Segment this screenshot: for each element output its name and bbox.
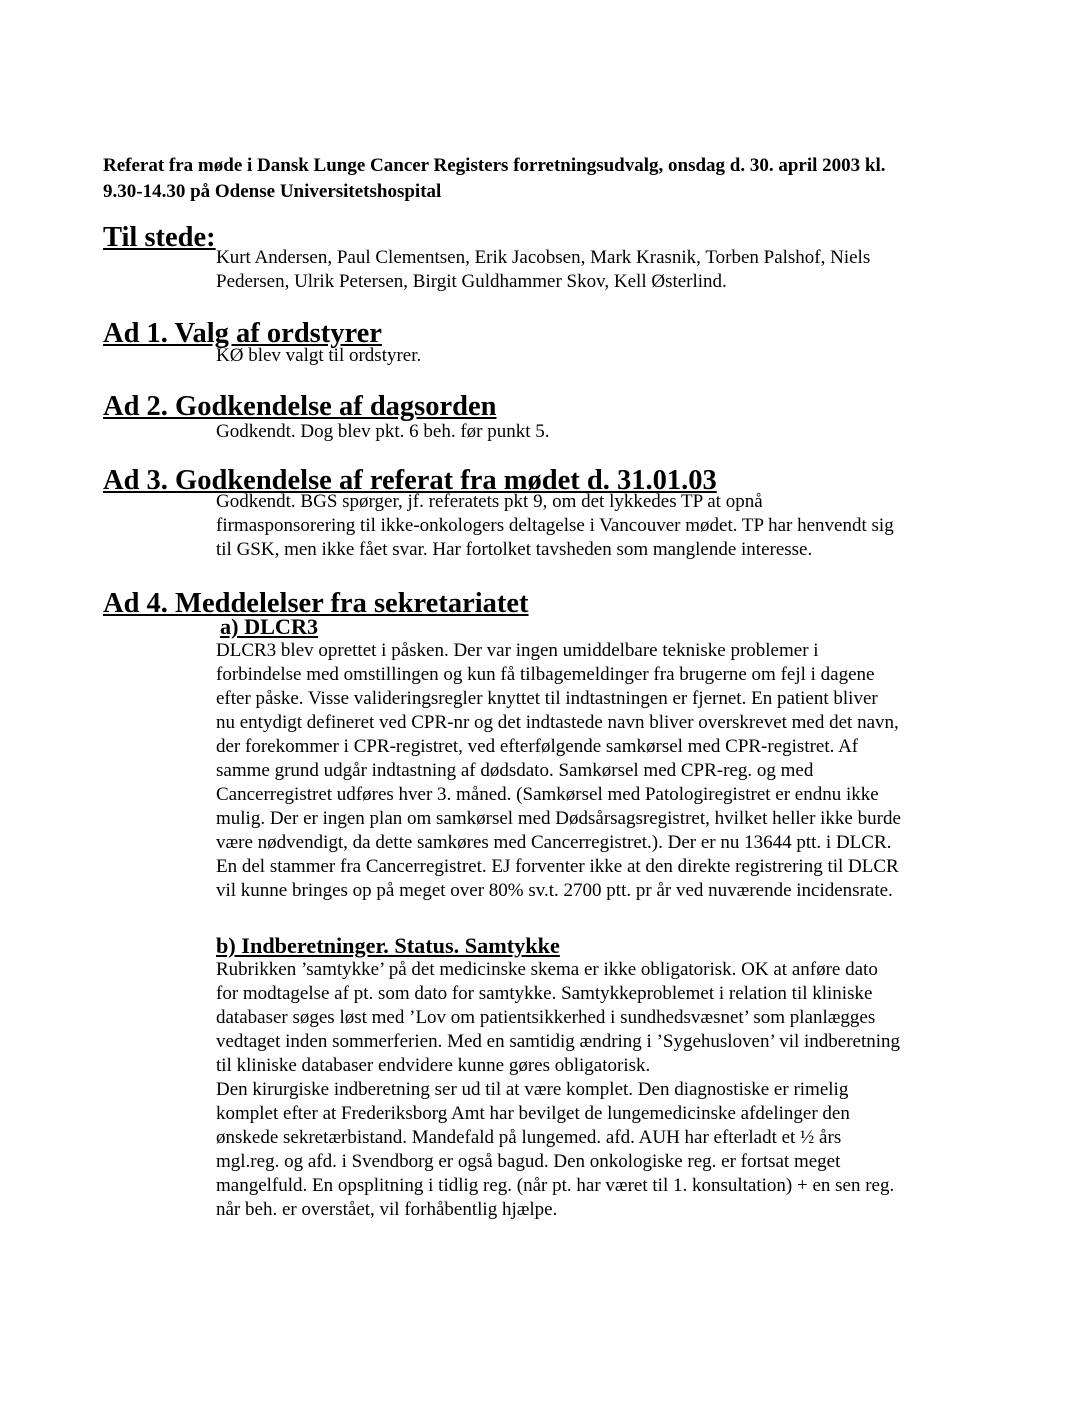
item1-text (216, 344, 991, 368)
text-line: Godkendt. BGS spørger, jf. referatets pkt 9, om det lykkedes TP at opnå (216, 491, 763, 512)
text-line: firmasponsorering til ikke-onkologers deltagelse i Vancouver mødet. TP har henvendt sig (216, 515, 894, 536)
text-line: KØ blev valgt til ordstyrer. (216, 345, 422, 366)
text-line: samme grund udgår indtastning af dødsdato. Samkørsel med CPR-reg. og med (216, 760, 814, 781)
text-line: komplet efter at Frederiksborg Amt har bevilget de lungemedicinske afdelinger den (216, 1103, 850, 1124)
item3-heading: Ad 3. Godkendelse af referat fra mødet d. 31.01.03 (103, 465, 717, 496)
text-line: Rubrikken ’samtykke’ på det medicinske skema er ikke obligatorisk. OK at anføre dato (216, 959, 878, 980)
text-line: databaser søges løst med ’Lov om patientsikkerhed i sundhedsvæsnet’ som planlægges (216, 1007, 876, 1028)
item1-heading: Ad 1. Valg af ordstyrer (103, 318, 382, 349)
text-line: være nødvendigt, da dette samkøres med Cancerregistret.). Der er nu 13644 ptt. i DLCR. (216, 832, 892, 853)
text-line: mangelfuld. En opsplitning i tidlig reg. (når pt. har været til 1. konsultation) + en sen reg. (216, 1175, 895, 1196)
item3-text (216, 490, 991, 562)
text-line: Pedersen, Ulrik Petersen, Birgit Guldhammer Skov, Kell Østerlind. (216, 271, 727, 292)
attendees-text (216, 246, 991, 294)
item4-sub-b (216, 934, 991, 1222)
attendees-heading: Til stede: (103, 222, 216, 253)
text-line: ønskede sekretærbistand. Mandefald på lungemed. afd. AUH har efterladt et ½ års (216, 1127, 842, 1148)
text-line: Cancerregistret udføres hver 3. måned. (Samkørsel med Patologiregistret er endnu ikke (216, 784, 879, 805)
text-line: Godkendt. Dog blev pkt. 6 beh. før punkt 5. (216, 421, 550, 442)
text-line: Den kirurgiske indberetning ser ud til at være komplet. Den diagnostiske er rimelig (216, 1079, 849, 1100)
title-line: Referat fra møde i Dansk Lunge Cancer Registers forretningsudvalg, onsdag d. 30. april 2003 kl. (103, 155, 886, 176)
item2-heading: Ad 2. Godkendelse af dagsorden (103, 391, 497, 422)
text-line: til GSK, men ikke fået svar. Har fortolket tavsheden som manglende interesse. (216, 539, 813, 560)
text-line: når beh. er overstået, vil forhåbentlig hjælpe. (216, 1199, 558, 1220)
text-line: for modtagelse af pt. som dato for samtykke. Samtykkeproblemet i relation til kliniske (216, 983, 873, 1004)
text-line: nu entydigt defineret ved CPR-nr og det indtastede navn bliver overskrevet med det navn, (216, 712, 899, 733)
sub-a-heading: a) DLCR3 (220, 614, 319, 639)
title-line: 9.30-14.30 på Odense Universitetshospital (103, 181, 442, 202)
item4-sub-a (216, 615, 991, 903)
text-line: der forekommer i CPR-registret, ved efterfølgende samkørsel med CPR-registret. Af (216, 736, 859, 757)
text-line: Kurt Andersen, Paul Clementsen, Erik Jacobsen, Mark Krasnik, Torben Palshof, Niels (216, 247, 871, 268)
item2-text (216, 420, 991, 444)
text-line: vedtaget inden sommerferien. Med en samtidig ændring i ’Sygehusloven’ vil indberetning (216, 1031, 901, 1052)
text-line: efter påske. Visse valideringsregler knyttet til indtastningen er fjernet. En patient bliver (216, 688, 878, 709)
text-line: til kliniske databaser endvidere kunne gøres obligatorisk. (216, 1055, 651, 1076)
text-line: forbindelse med omstillingen og kun få tilbagemeldinger fra brugerne om fejl i dagene (216, 664, 875, 685)
document-title (103, 153, 1003, 205)
text-line: vil kunne bringes op på meget over 80% sv.t. 2700 ptt. pr år ved nuværende incidensrate. (216, 880, 893, 901)
text-line: mgl.reg. og afd. i Svendborg er også bagud. Den onkologiske reg. er fortsat meget (216, 1151, 841, 1172)
item4-heading: Ad 4. Meddelelser fra sekretariatet (103, 588, 529, 619)
sub-b-heading: b) Indberetninger. Status. Samtykke (216, 933, 560, 958)
text-line: mulig. Der er ingen plan om samkørsel med Dødsårsagsregistret, hvilket heller ikke burde (216, 808, 901, 829)
text-line: En del stammer fra Cancerregistret. EJ forventer ikke at den direkte registrering til DLCR (216, 856, 899, 877)
text-line: DLCR3 blev oprettet i påsken. Der var ingen umiddelbare tekniske problemer i (216, 640, 819, 661)
